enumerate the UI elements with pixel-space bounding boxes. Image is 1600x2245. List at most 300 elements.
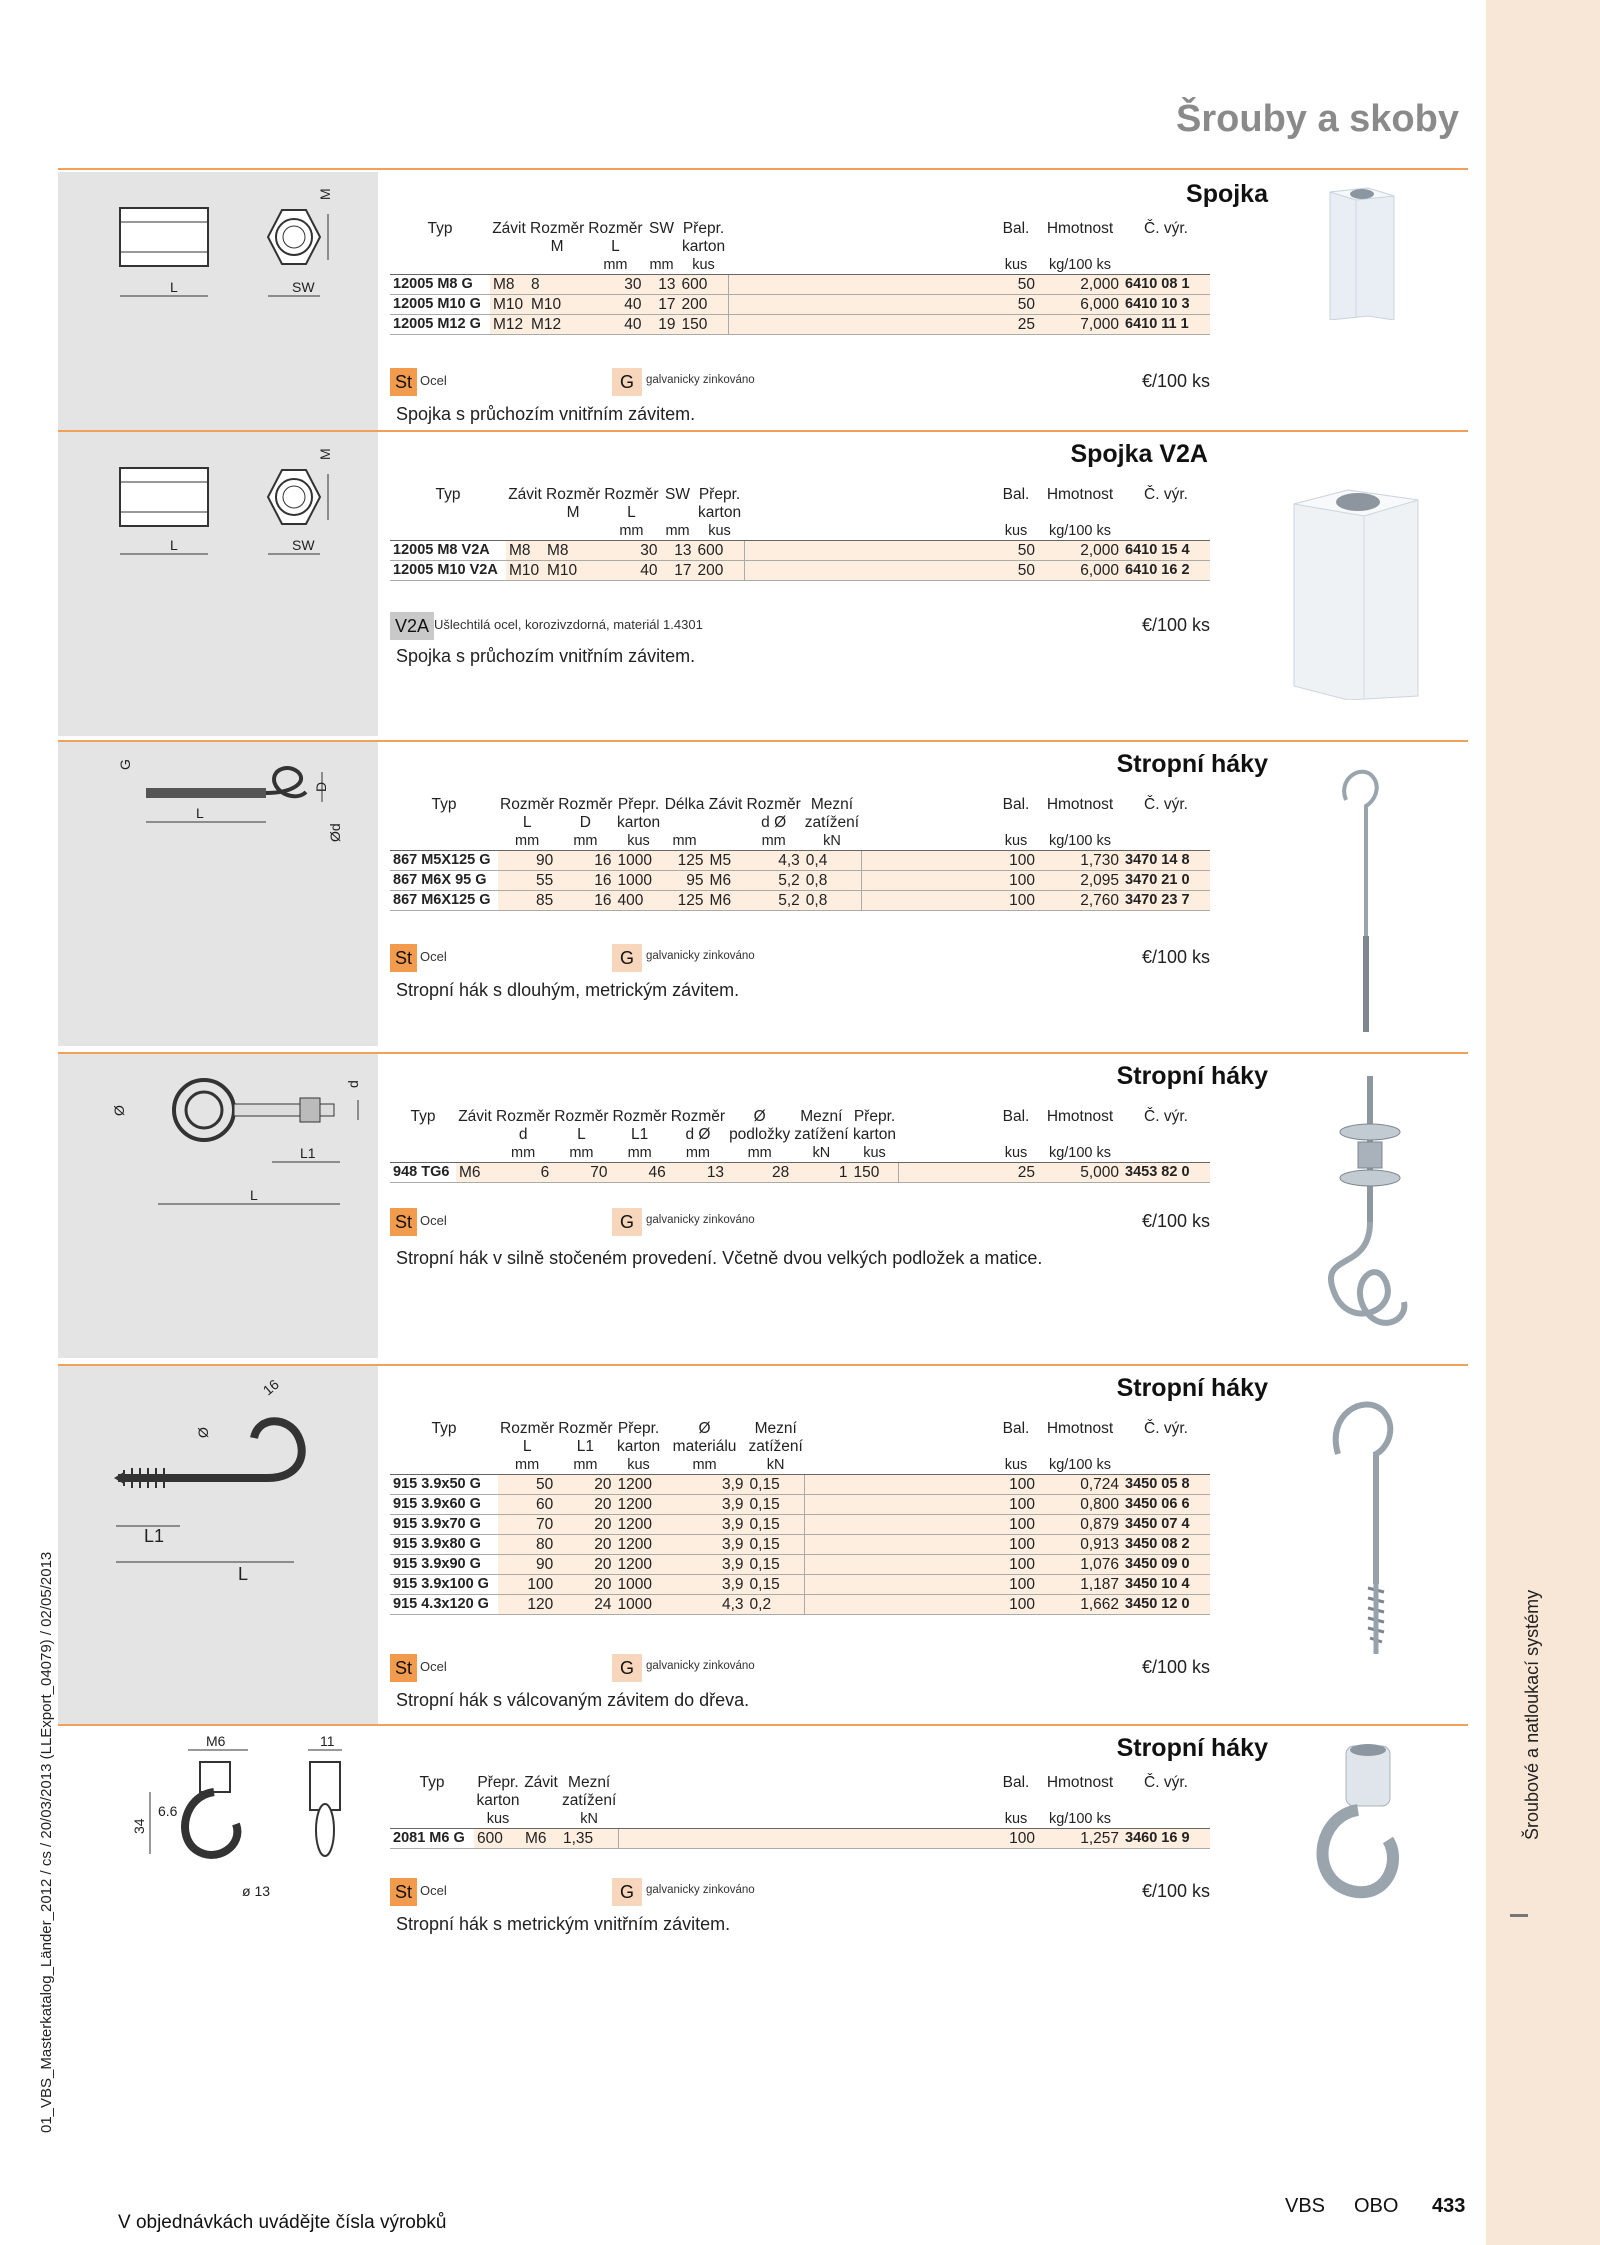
dim-11: 11 — [320, 1733, 335, 1749]
col-rozmer-d: Rozměr D — [558, 796, 613, 831]
cell: 600 — [474, 1829, 522, 1849]
cell: M8 — [506, 541, 544, 561]
col-hmotnost: Hmotnost — [1046, 1108, 1114, 1125]
unit: mm — [602, 522, 660, 541]
cell-cislo: 6410 15 4 — [1122, 541, 1210, 561]
cell: 5,2 — [745, 891, 803, 911]
unit: mm — [552, 1144, 610, 1163]
cell: 1,257 — [1038, 1829, 1122, 1849]
price-unit: €/100 ks — [1141, 371, 1210, 391]
col-mezni: Mezní zatížení — [562, 1774, 617, 1809]
cell: 70 — [498, 1515, 556, 1535]
cell: 20 — [556, 1575, 614, 1595]
cell-typ: 867 M5X125 G — [390, 851, 498, 871]
cell: 90 — [498, 1555, 556, 1575]
cell-cislo: 6410 11 1 — [1122, 315, 1210, 335]
cell-typ: 867 M6X125 G — [390, 891, 498, 911]
cell: 1200 — [615, 1475, 663, 1495]
cell: 0,15 — [747, 1555, 805, 1575]
cell: 600 — [695, 541, 745, 561]
dim-sw: SW — [292, 279, 315, 295]
cell-typ: 12005 M8 V2A — [390, 541, 506, 561]
finish-text: galvanicky zinkováno — [646, 1214, 755, 1226]
description: Stropní hák s metrickým vnitřním závitem. — [396, 1914, 731, 1934]
cell: 0,15 — [747, 1535, 805, 1555]
dim-m: M — [317, 188, 333, 200]
unit: kus — [994, 1456, 1038, 1475]
unit: kg/100 ks — [1038, 1810, 1122, 1829]
cell: 80 — [498, 1535, 556, 1555]
col-rozmer-l: Rozměr L — [500, 796, 555, 831]
col-karton: Přepr. karton — [852, 1108, 897, 1143]
unit: kus — [994, 1144, 1038, 1163]
col-podlozky: Ø podložky — [729, 1108, 791, 1143]
cell: 200 — [695, 561, 745, 581]
section-title: Stropní háky — [1116, 1374, 1268, 1402]
cell: 100 — [994, 1829, 1038, 1849]
cell: 1200 — [615, 1495, 663, 1515]
cell-typ: 915 4.3x120 G — [390, 1595, 498, 1615]
table-row — [390, 1535, 1210, 1555]
material-text: Ušlechtilá ocel, korozivzdorná, materiál 1.4301 — [434, 617, 703, 632]
cell: 13 — [669, 1163, 727, 1183]
cell-cislo: 6410 08 1 — [1122, 275, 1210, 295]
unit: mm — [611, 1144, 669, 1163]
unit: mm — [663, 1456, 747, 1475]
section-title: Stropní háky — [1116, 750, 1268, 778]
material-legend — [390, 612, 1210, 640]
section-title: Spojka V2A — [1070, 440, 1208, 468]
cell-typ: 915 3.9x60 G — [390, 1495, 498, 1515]
material-legend — [390, 1654, 1210, 1682]
col-sw: SW — [649, 220, 675, 237]
col-cislo: Č. výr. — [1144, 486, 1188, 503]
material-text: Ocel — [420, 373, 447, 388]
page-number: 433 — [1432, 2195, 1466, 2217]
cell: 40 — [586, 295, 644, 315]
col-zavit: Závit — [708, 796, 743, 813]
cell: 30 — [586, 275, 644, 295]
price-unit: €/100 ks — [1141, 1657, 1210, 1677]
product-photo — [1278, 170, 1448, 325]
col-mezni: Mezní zatížení — [794, 1108, 849, 1143]
cell-cislo: 3450 06 6 — [1122, 1495, 1210, 1515]
cell: M6 — [456, 1163, 494, 1183]
cell: M10 — [544, 561, 602, 581]
cell-cislo: 3450 05 8 — [1122, 1475, 1210, 1495]
col-zavit: Závit — [458, 1108, 492, 1125]
dim-l: L — [170, 537, 178, 553]
product-photo — [1278, 460, 1448, 705]
table-row — [390, 1475, 1210, 1495]
drawing-spojka-v2a — [58, 432, 378, 736]
cell: 17 — [661, 561, 695, 581]
col-bal: Bal. — [1002, 220, 1030, 237]
unit: kg/100 ks — [1038, 522, 1122, 541]
cell-typ: 2081 M6 G — [390, 1829, 474, 1849]
col-hmotnost: Hmotnost — [1046, 486, 1114, 503]
cell: 40 — [602, 561, 660, 581]
unit: kus — [679, 256, 729, 275]
cell: 100 — [994, 1495, 1038, 1515]
cell: 2,760 — [1038, 891, 1122, 911]
dim-l: L — [170, 279, 178, 295]
cell-cislo: 3453 82 0 — [1122, 1163, 1210, 1183]
description: Stropní hák s dlouhým, metrickým závitem. — [396, 980, 740, 1000]
cell: 5,2 — [745, 871, 803, 891]
col-typ: Typ — [431, 796, 457, 813]
col-hmotnost: Hmotnost — [1046, 796, 1114, 813]
cell: 0,15 — [747, 1495, 805, 1515]
price-unit: €/100 ks — [1141, 947, 1210, 967]
table-row — [390, 315, 1210, 335]
cell: 25 — [994, 1163, 1038, 1183]
cell: 16 — [556, 891, 614, 911]
dim-l1: L1 — [300, 1145, 316, 1161]
finish-text: galvanicky zinkováno — [646, 950, 755, 962]
drawing-hook-915 — [58, 1366, 378, 1726]
cell: 50 — [994, 541, 1038, 561]
cell: 120 — [498, 1595, 556, 1615]
cell: 19 — [645, 315, 679, 335]
cell: 100 — [994, 851, 1038, 871]
cell: 3,9 — [663, 1575, 747, 1595]
cell: 40 — [586, 315, 644, 335]
col-karton: Přepr. karton — [616, 796, 661, 831]
col-rozmer-d: Rozměr d — [496, 1108, 551, 1143]
cell: 5,000 — [1038, 1163, 1122, 1183]
col-rozmer-dd: Rozměr d Ø — [746, 796, 801, 831]
cell: 0,879 — [1038, 1515, 1122, 1535]
unit: kg/100 ks — [1038, 256, 1122, 275]
table-row — [390, 1555, 1210, 1575]
material-badge: St — [390, 368, 417, 396]
cell-cislo: 3470 21 0 — [1122, 871, 1210, 891]
cell-typ: 12005 M10 G — [390, 295, 490, 315]
cell: 50 — [994, 275, 1038, 295]
drawing-hook-948 — [58, 1054, 378, 1358]
cell: 6 — [494, 1163, 552, 1183]
cell: 2,000 — [1038, 275, 1122, 295]
cell-cislo: 3450 10 4 — [1122, 1575, 1210, 1595]
unit: mm — [498, 832, 556, 851]
cell: 1 — [792, 1163, 850, 1183]
cell: 125 — [663, 851, 707, 871]
col-mezni: Mezní zatížení — [748, 1420, 803, 1455]
dim-g: G — [117, 759, 133, 770]
col-cislo: Č. výr. — [1144, 220, 1188, 237]
cell-typ: 867 M6X 95 G — [390, 871, 498, 891]
table-row — [390, 541, 1210, 561]
col-karton: Přepr. karton — [476, 1774, 520, 1809]
unit: kus — [994, 522, 1038, 541]
cell-typ: 915 3.9x80 G — [390, 1535, 498, 1555]
cell-typ: 948 TG6 — [390, 1163, 456, 1183]
page-title: Šrouby a skoby — [1176, 98, 1459, 140]
cell: 150 — [679, 315, 729, 335]
cell: 100 — [994, 1575, 1038, 1595]
unit: mm — [556, 832, 614, 851]
col-rozmer-l1: Rozměr L1 — [612, 1108, 667, 1143]
col-rozmer-l1: Rozměr L1 — [558, 1420, 613, 1455]
cell: 1200 — [615, 1555, 663, 1575]
dim-34: 34 — [131, 1818, 147, 1834]
col-rozmer-l: Rozměr L — [604, 486, 659, 521]
cell: 150 — [851, 1163, 899, 1183]
section-title: Stropní háky — [1116, 1062, 1268, 1090]
col-typ: Typ — [427, 220, 453, 237]
cell: 100 — [994, 891, 1038, 911]
cell: 60 — [498, 1495, 556, 1515]
cell: 17 — [645, 295, 679, 315]
col-zavit: Závit — [492, 220, 526, 237]
cell: M8 — [544, 541, 602, 561]
col-delka: Délka — [664, 796, 705, 813]
table-row — [390, 1495, 1210, 1515]
cell: 0,8 — [803, 891, 861, 911]
col-hmotnost: Hmotnost — [1046, 1420, 1114, 1437]
material-legend — [390, 944, 1210, 972]
drawing-hook-867 — [58, 742, 378, 1046]
side-strip — [1486, 0, 1600, 2245]
col-bal: Bal. — [1002, 1420, 1030, 1437]
price-unit: €/100 ks — [1141, 1211, 1210, 1231]
col-bal: Bal. — [1002, 796, 1030, 813]
dim-l: L — [196, 805, 204, 821]
footer-note: V objednávkách uvádějte čísla výrobků — [118, 2212, 447, 2233]
unit: kg/100 ks — [1038, 1144, 1122, 1163]
unit: mm — [745, 832, 803, 851]
dim-o: Ø — [111, 1105, 127, 1116]
col-rozmer-l: Rozměr L — [500, 1420, 555, 1455]
col-karton: Přepr. karton — [681, 220, 726, 255]
cell-typ: 915 3.9x90 G — [390, 1555, 498, 1575]
finish-text: galvanicky zinkováno — [646, 374, 755, 386]
cell: 100 — [994, 871, 1038, 891]
table-row — [390, 1595, 1210, 1615]
cell-cislo: 3450 08 2 — [1122, 1535, 1210, 1555]
col-hmotnost: Hmotnost — [1046, 1774, 1114, 1791]
unit: kN — [792, 1144, 850, 1163]
dim-o: Ø — [195, 1427, 211, 1438]
cell-cislo: 3450 12 0 — [1122, 1595, 1210, 1615]
col-bal: Bal. — [1002, 1108, 1030, 1125]
print-meta: 01_VBS_Masterkatalog_Länder_2012 / cs / 20/03/2013 (LLExport_04079) / 02/05/2013 — [38, 1551, 55, 2133]
finish-badge: G — [612, 1654, 642, 1682]
cell: 20 — [556, 1495, 614, 1515]
cell: 95 — [663, 871, 707, 891]
side-label: Šroubové a natloukací systémy — [1522, 1589, 1542, 1840]
unit: kg/100 ks — [1038, 832, 1122, 851]
cell: 20 — [556, 1555, 614, 1575]
col-typ: Typ — [431, 1420, 457, 1437]
cell-typ: 915 3.9x100 G — [390, 1575, 498, 1595]
material-legend — [390, 368, 1210, 396]
col-typ: Typ — [410, 1108, 436, 1125]
product-photo — [1278, 756, 1448, 1041]
cell: 1000 — [615, 871, 663, 891]
cell: 13 — [645, 275, 679, 295]
unit: kus — [851, 1144, 899, 1163]
drawing-hook-2081 — [58, 1726, 378, 1966]
col-bal: Bal. — [1002, 1774, 1030, 1791]
cell-cislo: 3470 23 7 — [1122, 891, 1210, 911]
unit: kus — [994, 256, 1038, 275]
cell: 1,076 — [1038, 1555, 1122, 1575]
unit: mm — [661, 522, 695, 541]
cell: 3,9 — [663, 1515, 747, 1535]
cell: 1,662 — [1038, 1595, 1122, 1615]
unit: kN — [803, 832, 861, 851]
cell-cislo: 3450 07 4 — [1122, 1515, 1210, 1535]
cell: 50 — [498, 1475, 556, 1495]
col-rozmer-l: Rozměr L — [588, 220, 643, 255]
cell: 85 — [498, 891, 556, 911]
table-row — [390, 275, 1210, 295]
cell-typ: 915 3.9x70 G — [390, 1515, 498, 1535]
product-photo — [1278, 1072, 1448, 1377]
cell: 16 — [556, 851, 614, 871]
unit: mm — [498, 1456, 556, 1475]
cell: 4,3 — [663, 1595, 747, 1615]
cell: 100 — [498, 1575, 556, 1595]
table-row — [390, 1163, 1210, 1183]
finish-text: galvanicky zinkováno — [646, 1660, 755, 1672]
cell: 50 — [994, 561, 1038, 581]
description: Stropní hák v silně stočeném provedení. Včetně dvou velkých podložek a matice. — [396, 1248, 1043, 1268]
cell: 90 — [498, 851, 556, 871]
side-marker — [1510, 1914, 1528, 1917]
dim-m: M — [317, 448, 333, 460]
cell: M10 — [528, 295, 586, 315]
brand-vbs: VBS — [1285, 2195, 1326, 2217]
material-legend — [390, 1878, 1210, 1906]
cell: M8 — [490, 275, 528, 295]
cell: 1000 — [615, 851, 663, 871]
unit: kus — [474, 1810, 522, 1829]
dim-16: 16 — [259, 1376, 282, 1399]
cell: 1,730 — [1038, 851, 1122, 871]
cell: 1,35 — [560, 1829, 618, 1849]
cell: 100 — [994, 1515, 1038, 1535]
finish-badge: G — [612, 944, 642, 972]
finish-badge: G — [612, 1878, 642, 1906]
cell: M12 — [528, 315, 586, 335]
cell: 8 — [528, 275, 586, 295]
cell: M10 — [490, 295, 528, 315]
unit: kN — [560, 1810, 618, 1829]
col-hmotnost: Hmotnost — [1046, 220, 1114, 237]
cell: 0,800 — [1038, 1495, 1122, 1515]
unit: kg/100 ks — [1038, 1456, 1122, 1475]
cell-typ: 12005 M8 G — [390, 275, 490, 295]
cell: 1200 — [615, 1535, 663, 1555]
price-unit: €/100 ks — [1141, 615, 1210, 635]
table-row — [390, 295, 1210, 315]
finish-text: galvanicky zinkováno — [646, 1884, 755, 1896]
cell: 0,724 — [1038, 1475, 1122, 1495]
col-bal: Bal. — [1002, 486, 1030, 503]
dim-o13: ø 13 — [242, 1883, 271, 1899]
cell: 100 — [994, 1475, 1038, 1495]
cell: 3,9 — [663, 1495, 747, 1515]
cell: 2,000 — [1038, 541, 1122, 561]
col-cislo: Č. výr. — [1144, 1774, 1188, 1791]
cell: 55 — [498, 871, 556, 891]
section-title: Stropní háky — [1116, 1734, 1268, 1762]
table-row — [390, 1515, 1210, 1535]
cell-cislo: 6410 16 2 — [1122, 561, 1210, 581]
cell: 0,4 — [803, 851, 861, 871]
material-badge: St — [390, 1208, 417, 1236]
col-typ: Typ — [435, 486, 461, 503]
table-row — [390, 851, 1210, 871]
dim-l: L — [250, 1187, 258, 1203]
cell: M6 — [707, 891, 745, 911]
table-row — [390, 561, 1210, 581]
cell: 0,913 — [1038, 1535, 1122, 1555]
dim-d: d — [345, 1080, 361, 1088]
finish-badge: G — [612, 1208, 642, 1236]
col-zavit: Závit — [524, 1774, 558, 1791]
spec-table — [390, 796, 1210, 911]
cell: 20 — [556, 1535, 614, 1555]
col-rozmer-m: Rozměr M — [530, 220, 585, 255]
col-rozmer-m: Rozměr M — [546, 486, 601, 521]
cell-typ: 915 3.9x50 G — [390, 1475, 498, 1495]
col-karton: Přepr. karton — [697, 486, 742, 521]
title-rule — [58, 168, 1468, 170]
cell: 6,000 — [1038, 561, 1122, 581]
cell: 1000 — [615, 1595, 663, 1615]
spec-table — [390, 220, 1210, 335]
cell: 25 — [994, 315, 1038, 335]
cell: 200 — [679, 295, 729, 315]
cell: 50 — [994, 295, 1038, 315]
cell: 20 — [556, 1515, 614, 1535]
unit: mm — [586, 256, 644, 275]
cell: 600 — [679, 275, 729, 295]
material-badge: V2A — [390, 612, 434, 640]
product-photo — [1278, 1384, 1448, 1669]
spec-table — [390, 486, 1210, 581]
col-sw: SW — [665, 486, 691, 503]
material-badge: St — [390, 944, 417, 972]
material-text: Ocel — [420, 1883, 447, 1898]
unit: mm — [556, 1456, 614, 1475]
cell: 6,000 — [1038, 295, 1122, 315]
cell: 28 — [727, 1163, 792, 1183]
cell: M10 — [506, 561, 544, 581]
table-row — [390, 1575, 1210, 1595]
unit: mm — [494, 1144, 552, 1163]
dim-m6: M6 — [206, 1733, 226, 1749]
cell: 2,095 — [1038, 871, 1122, 891]
material-text: Ocel — [420, 1213, 447, 1228]
cell: 100 — [994, 1595, 1038, 1615]
table-row — [390, 1829, 1210, 1849]
cell: 0,15 — [747, 1475, 805, 1495]
cell: 400 — [615, 891, 663, 911]
cell: M5 — [707, 851, 745, 871]
cell: M6 — [707, 871, 745, 891]
cell: 16 — [556, 871, 614, 891]
unit: kus — [615, 1456, 663, 1475]
description: Spojka s průchozím vnitřním závitem. — [396, 646, 696, 666]
cell: 100 — [994, 1535, 1038, 1555]
col-cislo: Č. výr. — [1144, 1108, 1188, 1125]
cell-cislo: 6410 10 3 — [1122, 295, 1210, 315]
